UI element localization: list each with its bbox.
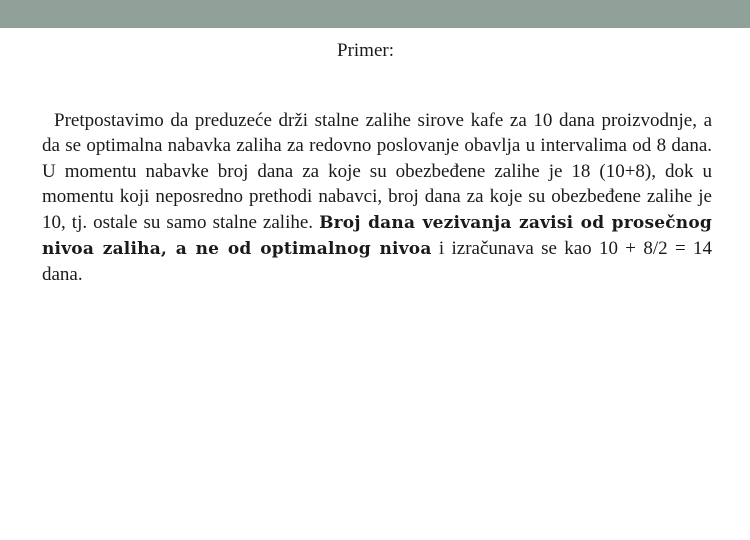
slide-body-paragraph <box>42 108 712 288</box>
paragraph-text-plain-2: i izračunava se kao 10 + 8/2 = 14 dana. <box>42 238 712 286</box>
slide-header-bar <box>0 0 750 28</box>
paragraph-text-bold: Broj dana vezivanja zavisi od prosečnog nivoa zaliha, a ne od optimalnog nivoa <box>42 212 712 260</box>
paragraph-text-plain-1: Pretpostavimo da preduzeće drži stalne zalihe sirove kafe za 10 dana proizvodnje, a da se optimalna nabavka zaliha za redovno poslovanje obavlja u intervalima od 8 dana. U momentu nabavke broj dana za koje su obezbeđene zalihe je 18 (10+8), dok u momentu koji neposredno prethodi nabavci, broj dana za koje su obezbeđene zalihe je 10, tj. ostale su samo stalne zalihe. <box>42 110 712 233</box>
slide-title: Primer: <box>337 40 394 61</box>
